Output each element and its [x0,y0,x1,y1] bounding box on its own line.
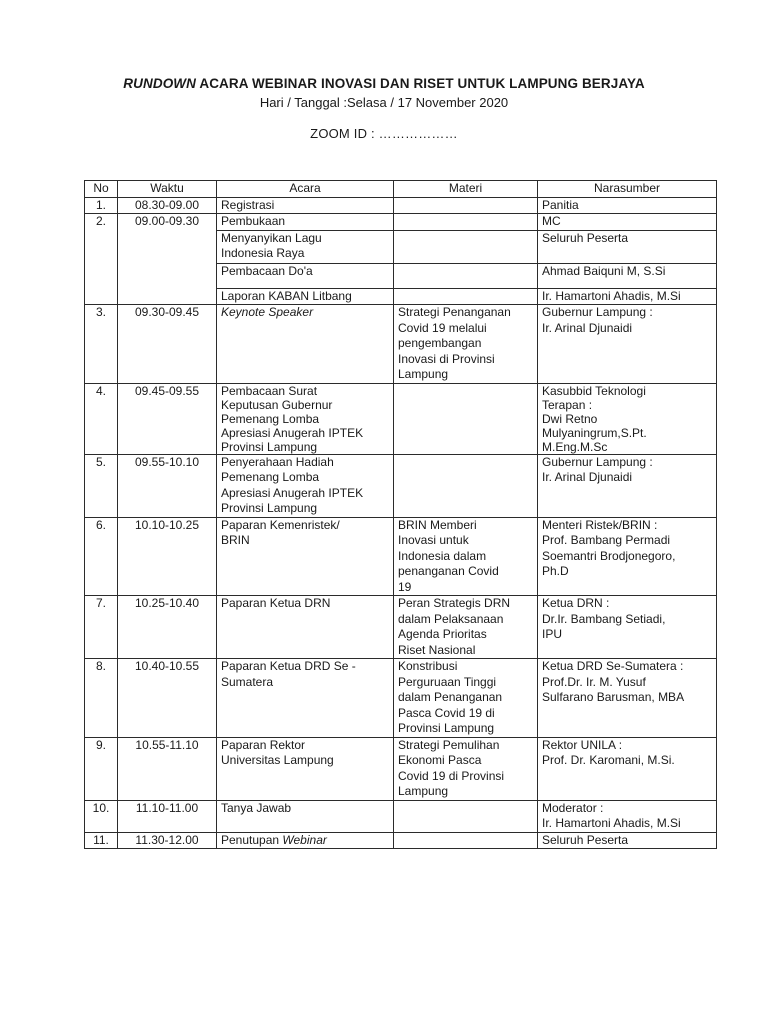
table-row [85,517,717,596]
cell-materi [394,383,538,454]
cell-materi [394,197,538,214]
materi-line: Lampung [398,784,449,798]
acara-line: Apresiasi Anugerah IPTEK [221,485,364,500]
cell-acara [217,230,394,263]
table-row [85,454,717,517]
acara-italic-text: Keynote Speaker [221,305,314,319]
cell-narasumber [538,454,717,517]
cell-no-text: 2. [95,214,106,228]
cell-acara [217,305,394,384]
header-materi: Materi [394,181,538,198]
cell-no: 1. [85,197,118,214]
materi-line: Inovasi di Provinsi [398,351,495,366]
nara-line: Gubernur Lampung : [542,454,653,469]
acara-line: Paparan Kemenristek/ [221,517,340,532]
acara-italic-text: Webinar [282,832,327,847]
cell-narasumber [538,383,717,454]
nara-line: M.Eng.M.Sc [542,439,608,454]
nara-line: Ketua DRN : [542,596,610,610]
materi-line: Lampung [398,367,449,381]
cell-no: 4. [85,383,118,454]
cell-materi [394,305,538,384]
header-acara: Acara [217,181,394,198]
materi-line: Perguruaan Tinggi [398,674,497,689]
table-row [85,800,717,832]
document-title [0,76,768,91]
nara-line: IPU [542,627,563,641]
table-row [85,659,717,738]
acara-line: BRIN [221,533,250,547]
cell-acara [217,832,394,849]
table-row [85,832,717,849]
cell-no [85,214,118,305]
cell-time: 10.10-10.25 [118,517,217,596]
cell-materi [394,800,538,832]
cell-time: 11.10-11.00 [118,800,217,832]
cell-acara: Registrasi [217,197,394,214]
cell-no: 3. [85,305,118,384]
nara-line: Dwi Retno [542,411,598,426]
acara-line: Apresiasi Anugerah IPTEK [221,425,364,440]
cell-materi [394,454,538,517]
acara-text: Penutupan [221,832,283,847]
materi-line: dalam Pelaksanaan [398,611,504,626]
acara-line: Pemenang Lomba [221,411,320,426]
cell-acara: Paparan Ketua DRN [217,596,394,659]
nara-line: Sulfarano Barusman, MBA [542,690,685,704]
cell-narasumber [538,596,717,659]
nara-line: Terapan : [542,397,593,412]
table-header-row [85,181,717,198]
nara-line: Ph.D [542,564,569,578]
acara-line: Paparan Rektor [221,737,306,752]
nara-line: Ir. Arinal Djunaidi [542,470,633,484]
cell-narasumber: Seluruh Peserta [538,230,717,263]
cell-time: 08.30-09.00 [118,197,217,214]
cell-no: 11. [85,832,118,849]
materi-line: BRIN Memberi [398,517,477,532]
acara-line: Keputusan Gubernur [221,397,333,412]
cell-acara: Laporan KABAN Litbang [217,288,394,305]
acara-line: Pembacaan Surat [221,383,318,398]
cell-time: 09.55-10.10 [118,454,217,517]
table-row [85,737,717,800]
materi-line: 19 [398,579,412,594]
acara-line: Indonesia Raya [221,246,305,260]
nara-line: Mulyaningrum,S.Pt. [542,425,647,440]
cell-time [118,214,217,305]
nara-line: Gubernur Lampung : [542,305,653,319]
cell-narasumber: Ir. Hamartoni Ahadis, M.Si [538,288,717,305]
cell-narasumber [538,517,717,596]
title-main-part: ACARA WEBINAR INOVASI DAN RISET UNTUK LAMPUNG BERJAYA [196,76,645,91]
materi-line: Riset Nasional [398,642,476,657]
acara-line: Sumatera [221,674,274,689]
cell-narasumber: Ahmad Baiquni M, S.Si [538,263,717,288]
cell-narasumber [538,737,717,800]
nara-line: Soemantri Brodjonegoro, [542,548,676,563]
cell-no: 10. [85,800,118,832]
zoom-id-line: ZOOM ID : ……………… [310,126,458,141]
materi-line: Covid 19 di Provinsi [398,768,505,783]
cell-materi [394,288,538,305]
nara-line: Prof. Dr. Karomani, M.Si. [542,753,675,767]
cell-acara: Pembukaan [217,214,394,231]
cell-acara [217,517,394,596]
materi-line: Strategi Penanganan [398,305,511,319]
cell-materi [394,596,538,659]
materi-line: penanganan Covid [398,564,499,578]
cell-time: 11.30-12.00 [118,832,217,849]
cell-no: 6. [85,517,118,596]
materi-line: Pasca Covid 19 di [398,705,495,720]
table-row [85,214,717,231]
cell-time: 09.30-09.45 [118,305,217,384]
header-waktu: Waktu [118,181,217,198]
acara-line: Menyanyikan Lagu [221,230,322,245]
cell-time: 10.25-10.40 [118,596,217,659]
cell-time-text: 09.00-09.30 [134,214,200,228]
cell-narasumber [538,800,717,832]
cell-narasumber: Seluruh Peserta [538,832,717,849]
cell-materi [394,230,538,263]
cell-acara [217,659,394,738]
materi-line: Ekonomi Pasca [398,753,482,767]
cell-materi [394,832,538,849]
nara-line: Ir. Arinal Djunaidi [542,320,633,335]
nara-line: Rektor UNILA : [542,737,623,752]
title-italic-part: RUNDOWN [123,76,196,91]
cell-no: 9. [85,737,118,800]
acara-line: Pemenang Lomba [221,470,320,484]
cell-materi [394,737,538,800]
nara-line: Menteri Ristek/BRIN : [542,517,658,532]
cell-no: 5. [85,454,118,517]
cell-materi [394,214,538,231]
acara-line: Provinsi Lampung [221,501,318,515]
materi-line: Indonesia dalam [398,548,487,563]
materi-line: Inovasi untuk [398,533,469,547]
nara-line: Kasubbid Teknologi [542,383,646,398]
acara-line: Universitas Lampung [221,753,334,767]
materi-line: dalam Penanganan [398,690,503,704]
cell-materi [394,659,538,738]
materi-line: Konstribusi [398,659,458,673]
cell-narasumber: Panitia [538,197,717,214]
cell-narasumber [538,659,717,738]
materi-line: Strategi Pemulihan [398,737,500,752]
nara-line: Dr.Ir. Bambang Setiadi, [542,611,666,626]
cell-time: 09.45-09.55 [118,383,217,454]
cell-time: 10.40-10.55 [118,659,217,738]
cell-acara: Tanya Jawab [217,800,394,832]
nara-line: Ketua DRD Se-Sumatera : [542,659,684,673]
nara-line: Prof. Bambang Permadi [542,533,671,547]
date-line: Hari / Tanggal :Selasa / 17 November 2020 [259,95,509,110]
cell-narasumber [538,305,717,384]
table-row [85,596,717,659]
cell-materi [394,263,538,288]
nara-line: Prof.Dr. Ir. M. Yusuf [542,674,646,689]
materi-line: Agenda Prioritas [398,627,487,641]
cell-no: 8. [85,659,118,738]
acara-line: Paparan Ketua DRD Se - [221,659,356,673]
cell-narasumber: MC [538,214,717,231]
table-row [85,197,717,214]
cell-time: 10.55-11.10 [118,737,217,800]
header-narasumber: Narasumber [538,181,717,198]
header-no: No [85,181,118,198]
materi-line: Peran Strategis DRN [398,596,511,610]
materi-line: Provinsi Lampung [398,721,495,735]
nara-line: Moderator : [542,800,604,815]
cell-no: 7. [85,596,118,659]
materi-line: pengembangan [398,336,482,350]
cell-acara: Pembacaan Do'a [217,263,394,288]
cell-acara [217,383,394,454]
acara-line: Provinsi Lampung [221,439,318,454]
cell-acara [217,737,394,800]
rundown-table [84,180,717,849]
cell-materi [394,517,538,596]
nara-line: Ir. Hamartoni Ahadis, M.Si [542,816,681,830]
table-row [85,305,717,384]
materi-line: Covid 19 melalui [398,320,487,335]
acara-line: Penyerahaan Hadiah [221,454,334,469]
cell-acara [217,454,394,517]
table-row [85,383,717,454]
